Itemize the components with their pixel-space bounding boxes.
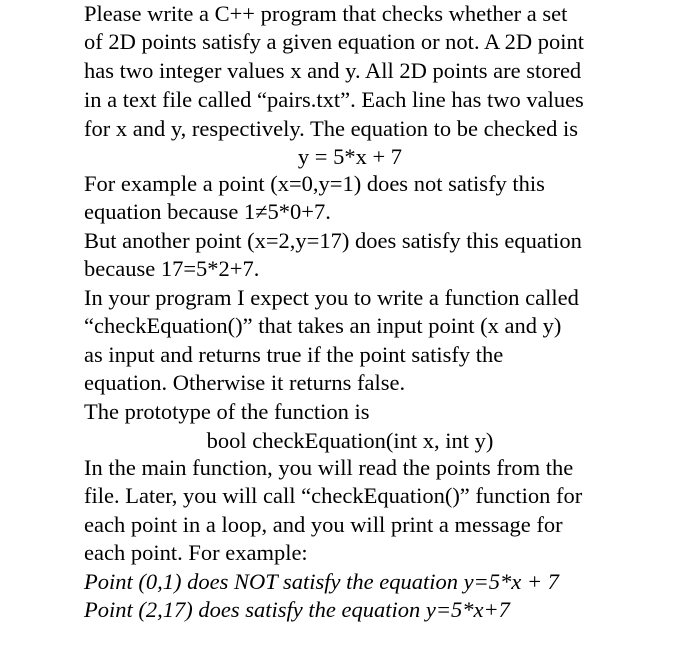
paragraph-line: for x and y, respectively. The equation to be checked is — [84, 116, 578, 141]
paragraph-line: But another point (x=2,y=17) does satisfy this equation — [84, 228, 582, 253]
paragraph-line: because 17=5*2+7. — [84, 256, 260, 281]
paragraph-line: of 2D points satisfy a given equation or not. A 2D point — [84, 29, 584, 54]
paragraph-line: The prototype of the function is — [84, 399, 370, 424]
paragraph-line: file. Later, you will call “checkEquation()” function for — [84, 483, 583, 508]
paragraph-line: has two integer values x and y. All 2D points are stored — [84, 58, 582, 83]
paragraph-line: each point. For example: — [84, 540, 308, 565]
paragraph-line: For example a point (x=0,y=1) does not satisfy this — [84, 171, 545, 196]
equation-line: y = 5*x + 7 — [297, 144, 403, 169]
paragraph-line: equation. Otherwise it returns false. — [84, 370, 406, 395]
function-prototype-line: bool checkEquation(int x, int y) — [206, 428, 494, 453]
paragraph-line: in a text file called “pairs.txt”. Each line has two values — [84, 87, 584, 112]
paragraph-line: Please write a C++ program that checks whether a set — [84, 1, 568, 26]
paragraph-line: In your program I expect you to write a function called — [84, 285, 579, 310]
example-output-line: Point (0,1) does NOT satisfy the equation y=5*x + 7 — [84, 569, 559, 594]
paragraph-line: In the main function, you will read the points from the — [84, 455, 574, 480]
paragraph-line: as input and returns true if the point satisfy the — [84, 342, 504, 367]
example-output-line: Point (2,17) does satisfy the equation y=5*x+7 — [84, 597, 510, 622]
paragraph-line: equation because 1≠5*0+7. — [84, 199, 331, 224]
paragraph-line: each point in a loop, and you will print a message for — [84, 512, 563, 537]
paragraph-line: “checkEquation()” that takes an input point (x and y) — [84, 313, 562, 338]
